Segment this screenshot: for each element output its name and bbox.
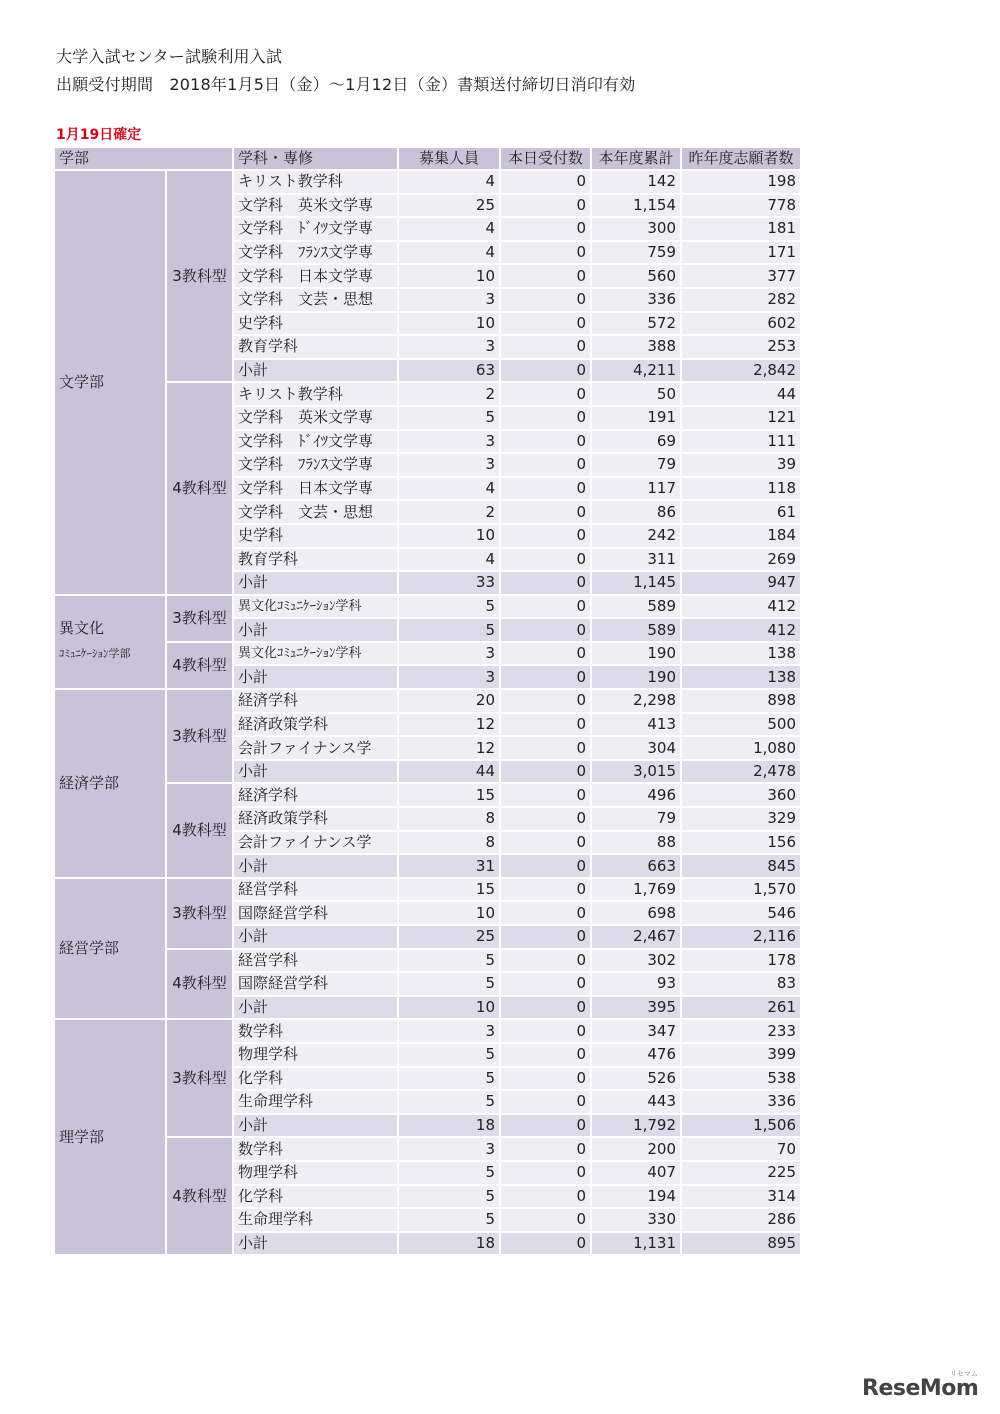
department-cell: 経済学科 bbox=[233, 689, 398, 713]
capacity-cell: 18 bbox=[398, 1114, 500, 1138]
table-row bbox=[55, 949, 801, 973]
capacity-cell: 3 bbox=[398, 1019, 500, 1043]
capacity-cell: 10 bbox=[398, 996, 500, 1020]
capacity-cell: 5 bbox=[398, 406, 500, 430]
last-year-cell: 2,842 bbox=[681, 359, 801, 383]
exam-type-cell: 3教科型 bbox=[166, 170, 233, 382]
last-year-cell: 282 bbox=[681, 288, 801, 312]
today-count-cell: 0 bbox=[500, 665, 591, 689]
cumulative-cell: 2,467 bbox=[591, 925, 681, 949]
cumulative-cell: 194 bbox=[591, 1185, 681, 1209]
cumulative-cell: 4,211 bbox=[591, 359, 681, 383]
department-cell: 異文化ｺﾐｭﾆｹｰｼｮﾝ学科 bbox=[233, 642, 398, 666]
today-count-cell: 0 bbox=[500, 500, 591, 524]
today-count-cell: 0 bbox=[500, 1043, 591, 1067]
today-count-cell: 0 bbox=[500, 713, 591, 737]
faculty-cell: 文学部 bbox=[55, 170, 166, 595]
last-year-cell: 2,116 bbox=[681, 925, 801, 949]
table-row bbox=[55, 642, 801, 666]
cumulative-cell: 3,015 bbox=[591, 760, 681, 784]
exam-type-cell: 4教科型 bbox=[166, 949, 233, 1020]
cumulative-cell: 560 bbox=[591, 264, 681, 288]
department-cell: 化学科 bbox=[233, 1067, 398, 1091]
cumulative-cell: 190 bbox=[591, 642, 681, 666]
capacity-cell: 4 bbox=[398, 217, 500, 241]
capacity-cell: 5 bbox=[398, 1185, 500, 1209]
capacity-cell: 8 bbox=[398, 807, 500, 831]
cumulative-cell: 117 bbox=[591, 477, 681, 501]
last-year-cell: 895 bbox=[681, 1232, 801, 1256]
department-cell: 文学科 文芸・思想 bbox=[233, 288, 398, 312]
last-year-cell: 261 bbox=[681, 996, 801, 1020]
cumulative-cell: 190 bbox=[591, 665, 681, 689]
header-cumulative: 本年度累計 bbox=[591, 148, 681, 170]
cumulative-cell: 200 bbox=[591, 1137, 681, 1161]
application-period: 出願受付期間 2018年1月5日（金）～1月12日（金）書類送付締切日消印有効 bbox=[56, 75, 636, 94]
last-year-cell: 198 bbox=[681, 170, 801, 194]
department-cell: 経営学科 bbox=[233, 949, 398, 973]
department-cell: 異文化ｺﾐｭﾆｹｰｼｮﾝ学科 bbox=[233, 595, 398, 619]
today-count-cell: 0 bbox=[500, 854, 591, 878]
table-row bbox=[55, 595, 801, 619]
last-year-cell: 377 bbox=[681, 264, 801, 288]
capacity-cell: 10 bbox=[398, 901, 500, 925]
cumulative-cell: 407 bbox=[591, 1161, 681, 1185]
cumulative-cell: 413 bbox=[591, 713, 681, 737]
department-cell: 生命理学科 bbox=[233, 1208, 398, 1232]
last-year-cell: 184 bbox=[681, 524, 801, 548]
capacity-cell: 15 bbox=[398, 783, 500, 807]
document-title: 大学入試センター試験利用入試 bbox=[56, 47, 283, 66]
department-cell: 国際経営学科 bbox=[233, 972, 398, 996]
today-count-cell: 0 bbox=[500, 524, 591, 548]
last-year-cell: 1,570 bbox=[681, 878, 801, 902]
department-cell: 会計ファイナンス学 bbox=[233, 831, 398, 855]
cumulative-cell: 2,298 bbox=[591, 689, 681, 713]
cumulative-cell: 1,769 bbox=[591, 878, 681, 902]
department-cell: 文学科 ﾄﾞｲﾂ文学専 bbox=[233, 217, 398, 241]
department-cell: 国際経営学科 bbox=[233, 901, 398, 925]
today-count-cell: 0 bbox=[500, 1208, 591, 1232]
capacity-cell: 4 bbox=[398, 170, 500, 194]
exam-type-cell: 4教科型 bbox=[166, 642, 233, 689]
cumulative-cell: 330 bbox=[591, 1208, 681, 1232]
department-cell: 経済政策学科 bbox=[233, 807, 398, 831]
today-count-cell: 0 bbox=[500, 1114, 591, 1138]
today-count-cell: 0 bbox=[500, 831, 591, 855]
faculty-cell: 経営学部 bbox=[55, 878, 166, 1020]
applicant-count-table bbox=[55, 148, 802, 1256]
exam-type-cell: 3教科型 bbox=[166, 595, 233, 642]
capacity-cell: 5 bbox=[398, 1067, 500, 1091]
today-count-cell: 0 bbox=[500, 571, 591, 595]
today-count-cell: 0 bbox=[500, 312, 591, 336]
last-year-cell: 138 bbox=[681, 642, 801, 666]
last-year-cell: 269 bbox=[681, 548, 801, 572]
exam-type-cell: 4教科型 bbox=[166, 1137, 233, 1255]
department-cell: 小計 bbox=[233, 925, 398, 949]
department-cell: 小計 bbox=[233, 760, 398, 784]
today-count-cell: 0 bbox=[500, 760, 591, 784]
exam-type-cell: 4教科型 bbox=[166, 382, 233, 594]
cumulative-cell: 304 bbox=[591, 736, 681, 760]
last-year-cell: 602 bbox=[681, 312, 801, 336]
today-count-cell: 0 bbox=[500, 972, 591, 996]
last-year-cell: 111 bbox=[681, 430, 801, 454]
capacity-cell: 5 bbox=[398, 1161, 500, 1185]
department-cell: 小計 bbox=[233, 1232, 398, 1256]
department-cell: 文学科 日本文学専 bbox=[233, 477, 398, 501]
capacity-cell: 3 bbox=[398, 642, 500, 666]
capacity-cell: 3 bbox=[398, 1137, 500, 1161]
table-row bbox=[55, 1019, 801, 1043]
today-count-cell: 0 bbox=[500, 1019, 591, 1043]
cumulative-cell: 86 bbox=[591, 500, 681, 524]
capacity-cell: 3 bbox=[398, 288, 500, 312]
today-count-cell: 0 bbox=[500, 453, 591, 477]
exam-type-cell: 3教科型 bbox=[166, 689, 233, 783]
last-year-cell: 225 bbox=[681, 1161, 801, 1185]
exam-type-cell: 4教科型 bbox=[166, 783, 233, 877]
cumulative-cell: 476 bbox=[591, 1043, 681, 1067]
cumulative-cell: 759 bbox=[591, 241, 681, 265]
today-count-cell: 0 bbox=[500, 241, 591, 265]
department-cell: 生命理学科 bbox=[233, 1090, 398, 1114]
capacity-cell: 31 bbox=[398, 854, 500, 878]
cumulative-cell: 300 bbox=[591, 217, 681, 241]
capacity-cell: 3 bbox=[398, 453, 500, 477]
last-year-cell: 845 bbox=[681, 854, 801, 878]
last-year-cell: 336 bbox=[681, 1090, 801, 1114]
capacity-cell: 4 bbox=[398, 548, 500, 572]
capacity-cell: 5 bbox=[398, 595, 500, 619]
table-row bbox=[55, 689, 801, 713]
department-cell: 小計 bbox=[233, 996, 398, 1020]
department-cell: 数学科 bbox=[233, 1019, 398, 1043]
last-year-cell: 39 bbox=[681, 453, 801, 477]
cumulative-cell: 388 bbox=[591, 335, 681, 359]
capacity-cell: 2 bbox=[398, 382, 500, 406]
department-cell: 史学科 bbox=[233, 524, 398, 548]
capacity-cell: 4 bbox=[398, 241, 500, 265]
department-cell: 会計ファイナンス学 bbox=[233, 736, 398, 760]
capacity-cell: 2 bbox=[398, 500, 500, 524]
capacity-cell: 3 bbox=[398, 665, 500, 689]
department-cell: 物理学科 bbox=[233, 1161, 398, 1185]
cumulative-cell: 1,154 bbox=[591, 194, 681, 218]
capacity-cell: 5 bbox=[398, 1208, 500, 1232]
confirmed-date-label: 1月19日確定 bbox=[56, 127, 142, 143]
capacity-cell: 5 bbox=[398, 1090, 500, 1114]
today-count-cell: 0 bbox=[500, 595, 591, 619]
table-header-row bbox=[55, 148, 801, 170]
last-year-cell: 546 bbox=[681, 901, 801, 925]
department-cell: 文学科 英米文学専 bbox=[233, 406, 398, 430]
last-year-cell: 538 bbox=[681, 1067, 801, 1091]
capacity-cell: 20 bbox=[398, 689, 500, 713]
today-count-cell: 0 bbox=[500, 1137, 591, 1161]
department-cell: 小計 bbox=[233, 571, 398, 595]
capacity-cell: 4 bbox=[398, 477, 500, 501]
cumulative-cell: 663 bbox=[591, 854, 681, 878]
last-year-cell: 138 bbox=[681, 665, 801, 689]
today-count-cell: 0 bbox=[500, 548, 591, 572]
today-count-cell: 0 bbox=[500, 901, 591, 925]
department-cell: 小計 bbox=[233, 1114, 398, 1138]
cumulative-cell: 79 bbox=[591, 453, 681, 477]
cumulative-cell: 311 bbox=[591, 548, 681, 572]
last-year-cell: 70 bbox=[681, 1137, 801, 1161]
today-count-cell: 0 bbox=[500, 335, 591, 359]
today-count-cell: 0 bbox=[500, 925, 591, 949]
capacity-cell: 10 bbox=[398, 524, 500, 548]
today-count-cell: 0 bbox=[500, 807, 591, 831]
capacity-cell: 44 bbox=[398, 760, 500, 784]
last-year-cell: 171 bbox=[681, 241, 801, 265]
today-count-cell: 0 bbox=[500, 1185, 591, 1209]
faculty-cell: 理学部 bbox=[55, 1019, 166, 1255]
department-cell: 教育学科 bbox=[233, 335, 398, 359]
cumulative-cell: 347 bbox=[591, 1019, 681, 1043]
department-cell: 史学科 bbox=[233, 312, 398, 336]
today-count-cell: 0 bbox=[500, 642, 591, 666]
table-row bbox=[55, 170, 801, 194]
today-count-cell: 0 bbox=[500, 170, 591, 194]
cumulative-cell: 336 bbox=[591, 288, 681, 312]
today-count-cell: 0 bbox=[500, 996, 591, 1020]
capacity-cell: 8 bbox=[398, 831, 500, 855]
today-count-cell: 0 bbox=[500, 217, 591, 241]
cumulative-cell: 302 bbox=[591, 949, 681, 973]
today-count-cell: 0 bbox=[500, 618, 591, 642]
faculty-cell: 異文化 ｺﾐｭﾆｹｰｼｮﾝ学部 bbox=[55, 595, 166, 689]
today-count-cell: 0 bbox=[500, 878, 591, 902]
capacity-cell: 18 bbox=[398, 1232, 500, 1256]
cumulative-cell: 142 bbox=[591, 170, 681, 194]
capacity-cell: 12 bbox=[398, 713, 500, 737]
last-year-cell: 253 bbox=[681, 335, 801, 359]
cumulative-cell: 50 bbox=[591, 382, 681, 406]
department-cell: 物理学科 bbox=[233, 1043, 398, 1067]
last-year-cell: 778 bbox=[681, 194, 801, 218]
today-count-cell: 0 bbox=[500, 477, 591, 501]
capacity-cell: 5 bbox=[398, 972, 500, 996]
department-cell: 経営学科 bbox=[233, 878, 398, 902]
department-cell: 化学科 bbox=[233, 1185, 398, 1209]
today-count-cell: 0 bbox=[500, 288, 591, 312]
capacity-cell: 5 bbox=[398, 1043, 500, 1067]
table-row bbox=[55, 878, 801, 902]
cumulative-cell: 572 bbox=[591, 312, 681, 336]
last-year-cell: 118 bbox=[681, 477, 801, 501]
cumulative-cell: 1,131 bbox=[591, 1232, 681, 1256]
department-cell: 数学科 bbox=[233, 1137, 398, 1161]
logo-ruby-text: リセマム bbox=[950, 1370, 978, 1378]
header-capacity: 募集人員 bbox=[398, 148, 500, 170]
header-department: 学科・専修 bbox=[233, 148, 398, 170]
today-count-cell: 0 bbox=[500, 689, 591, 713]
cumulative-cell: 242 bbox=[591, 524, 681, 548]
last-year-cell: 947 bbox=[681, 571, 801, 595]
department-cell: 文学科 英米文学専 bbox=[233, 194, 398, 218]
department-cell: 小計 bbox=[233, 618, 398, 642]
capacity-cell: 63 bbox=[398, 359, 500, 383]
cumulative-cell: 1,792 bbox=[591, 1114, 681, 1138]
today-count-cell: 0 bbox=[500, 382, 591, 406]
table-row bbox=[55, 1137, 801, 1161]
today-count-cell: 0 bbox=[500, 406, 591, 430]
cumulative-cell: 88 bbox=[591, 831, 681, 855]
header-today: 本日受付数 bbox=[500, 148, 591, 170]
last-year-cell: 399 bbox=[681, 1043, 801, 1067]
cumulative-cell: 589 bbox=[591, 618, 681, 642]
cumulative-cell: 191 bbox=[591, 406, 681, 430]
department-cell: 文学科 ﾄﾞｲﾂ文学専 bbox=[233, 430, 398, 454]
today-count-cell: 0 bbox=[500, 430, 591, 454]
cumulative-cell: 443 bbox=[591, 1090, 681, 1114]
capacity-cell: 10 bbox=[398, 264, 500, 288]
today-count-cell: 0 bbox=[500, 783, 591, 807]
department-cell: 文学科 ﾌﾗﾝｽ文学専 bbox=[233, 241, 398, 265]
today-count-cell: 0 bbox=[500, 949, 591, 973]
last-year-cell: 329 bbox=[681, 807, 801, 831]
table-row bbox=[55, 382, 801, 406]
exam-type-cell: 3教科型 bbox=[166, 878, 233, 949]
capacity-cell: 25 bbox=[398, 194, 500, 218]
last-year-cell: 83 bbox=[681, 972, 801, 996]
capacity-cell: 5 bbox=[398, 949, 500, 973]
faculty-cell: 経済学部 bbox=[55, 689, 166, 878]
table-row bbox=[55, 783, 801, 807]
resemom-logo: ReseMom bbox=[862, 1376, 979, 1401]
last-year-cell: 412 bbox=[681, 595, 801, 619]
cumulative-cell: 93 bbox=[591, 972, 681, 996]
department-cell: 文学科 ﾌﾗﾝｽ文学専 bbox=[233, 453, 398, 477]
today-count-cell: 0 bbox=[500, 1232, 591, 1256]
department-cell: 経済政策学科 bbox=[233, 713, 398, 737]
header-faculty: 学部 bbox=[55, 148, 233, 170]
department-cell: 経済学科 bbox=[233, 783, 398, 807]
cumulative-cell: 69 bbox=[591, 430, 681, 454]
today-count-cell: 0 bbox=[500, 359, 591, 383]
last-year-cell: 360 bbox=[681, 783, 801, 807]
last-year-cell: 181 bbox=[681, 217, 801, 241]
last-year-cell: 61 bbox=[681, 500, 801, 524]
today-count-cell: 0 bbox=[500, 1090, 591, 1114]
capacity-cell: 10 bbox=[398, 312, 500, 336]
last-year-cell: 286 bbox=[681, 1208, 801, 1232]
capacity-cell: 33 bbox=[398, 571, 500, 595]
last-year-cell: 44 bbox=[681, 382, 801, 406]
exam-type-cell: 3教科型 bbox=[166, 1019, 233, 1137]
department-cell: 小計 bbox=[233, 359, 398, 383]
last-year-cell: 314 bbox=[681, 1185, 801, 1209]
last-year-cell: 121 bbox=[681, 406, 801, 430]
cumulative-cell: 589 bbox=[591, 595, 681, 619]
last-year-cell: 898 bbox=[681, 689, 801, 713]
department-cell: キリスト教学科 bbox=[233, 170, 398, 194]
cumulative-cell: 496 bbox=[591, 783, 681, 807]
last-year-cell: 2,478 bbox=[681, 760, 801, 784]
capacity-cell: 25 bbox=[398, 925, 500, 949]
cumulative-cell: 526 bbox=[591, 1067, 681, 1091]
capacity-cell: 3 bbox=[398, 335, 500, 359]
cumulative-cell: 698 bbox=[591, 901, 681, 925]
department-cell: 文学科 文芸・思想 bbox=[233, 500, 398, 524]
capacity-cell: 15 bbox=[398, 878, 500, 902]
last-year-cell: 1,080 bbox=[681, 736, 801, 760]
cumulative-cell: 79 bbox=[591, 807, 681, 831]
last-year-cell: 178 bbox=[681, 949, 801, 973]
today-count-cell: 0 bbox=[500, 1161, 591, 1185]
cumulative-cell: 395 bbox=[591, 996, 681, 1020]
header-last-year: 昨年度志願者数 bbox=[681, 148, 801, 170]
last-year-cell: 412 bbox=[681, 618, 801, 642]
capacity-cell: 5 bbox=[398, 618, 500, 642]
today-count-cell: 0 bbox=[500, 264, 591, 288]
last-year-cell: 233 bbox=[681, 1019, 801, 1043]
last-year-cell: 1,506 bbox=[681, 1114, 801, 1138]
department-cell: 文学科 日本文学専 bbox=[233, 264, 398, 288]
today-count-cell: 0 bbox=[500, 1067, 591, 1091]
table-body bbox=[55, 170, 801, 1255]
today-count-cell: 0 bbox=[500, 736, 591, 760]
department-cell: 教育学科 bbox=[233, 548, 398, 572]
department-cell: キリスト教学科 bbox=[233, 382, 398, 406]
capacity-cell: 12 bbox=[398, 736, 500, 760]
today-count-cell: 0 bbox=[500, 194, 591, 218]
capacity-cell: 3 bbox=[398, 430, 500, 454]
last-year-cell: 500 bbox=[681, 713, 801, 737]
last-year-cell: 156 bbox=[681, 831, 801, 855]
department-cell: 小計 bbox=[233, 665, 398, 689]
cumulative-cell: 1,145 bbox=[591, 571, 681, 595]
department-cell: 小計 bbox=[233, 854, 398, 878]
